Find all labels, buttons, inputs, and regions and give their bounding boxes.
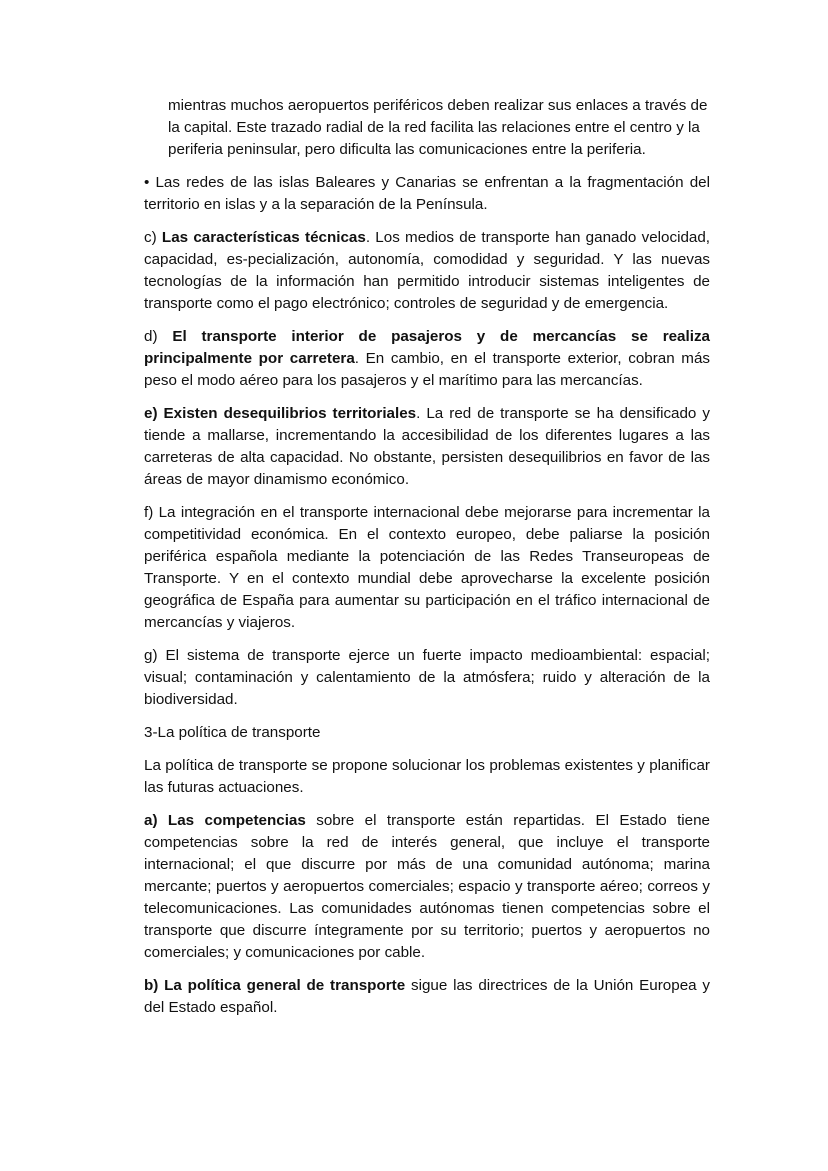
section-heading: 3-La política de transporte [144,724,321,741]
paragraph-radial-network: mientras muchos aeropuertos periféricos deben realizar sus enlaces a través de la capital. Este trazado radial de la red facilita las relaciones entre el centro y la periferia peninsular, pero dificulta las comunicaciones entre la periferia. [168,97,708,158]
bold-term: b) La política general de transporte [144,977,406,994]
paragraph-text: sigue las directrices de la Unión Europea y del Estado español. [144,977,710,1016]
paragraph-competences [144,810,710,964]
paragraph-policy-intro: La política de transporte se propone solucionar los problemas existentes y planificar las futuras actuaciones. [144,757,710,796]
paragraph-text: . La red de transporte se ha densificado y tiende a mallarse, incrementando la accesibilidad de los diferentes lugares a las carreteras de alta capacidad. No obstante, persisten desequilibrios en favor de las áreas de mayor dinamismo económico. [144,405,710,488]
item-label-c: c) [144,229,162,246]
paragraph-interior-transport [144,326,710,392]
document-body [144,95,710,1030]
paragraph-text: sobre el transporte están repartidas. El Estado tiene competencias sobre la red de interés general, que incluye el transporte internacional; el que discurre por más de una comunidad autónoma; marina mercante; puertos y aeropuertos comerciales; espacio y transporte aéreo; correos y telecomunicaciones. Las comunidades autónomas tienen competencias sobre el transporte que discurre íntegramente por su territorio; puertos y aeropuertos no comerciales; y comunicaciones por cable. [144,812,711,961]
bold-term: a) Las competencias [144,812,306,829]
bold-term: El transporte interior de pasajeros y de mercancías se realiza principalmente por carretera [144,328,710,367]
paragraph-environmental-impact: g) El sistema de transporte ejerce un fuerte impacto medioambiental: espacial; visual; contaminación y calentamiento de la atmósfera; ruido y alteración de la biodiversidad. [144,647,710,708]
paragraph-text: . Los medios de transporte han ganado velocidad, capacidad, es-pecialización, autonomía, comodidad y seguridad. Y las nuevas tecnologías de la información han permitido introducir sistemas inteligentes de transporte como el pago electrónico; controles de seguridad y de emergencia. [144,229,711,312]
paragraph-technical-characteristics [144,227,710,315]
paragraph-text: . En cambio, en el transporte exterior, cobran más peso el modo aéreo para los pasajeros y el marítimo para las mercancías. [144,350,710,389]
paragraph-island-networks: • Las redes de las islas Baleares y Canarias se enfrentan a la fragmentación del territorio en islas y a la separación de la Península. [144,174,710,213]
bold-term: Las características técnicas [161,229,366,246]
paragraph-territorial-imbalances [144,403,710,491]
item-label-d: d) [144,328,173,345]
paragraph-international-integration: f) La integración en el transporte internacional debe mejorarse para incrementar la competitividad económica. En el contexto europeo, debe paliarse la posición periférica española mediante la potenciación de las Redes Transeuropeas de Transporte. Y en el contexto mundial debe aprovecharse la excelente posición geográfica de España para aumentar su participación en el tráfico internacional de mercancías y viajeros. [144,504,710,631]
bold-term: e) Existen desequilibrios territoriales [144,405,417,422]
paragraph-general-policy [144,975,710,1019]
